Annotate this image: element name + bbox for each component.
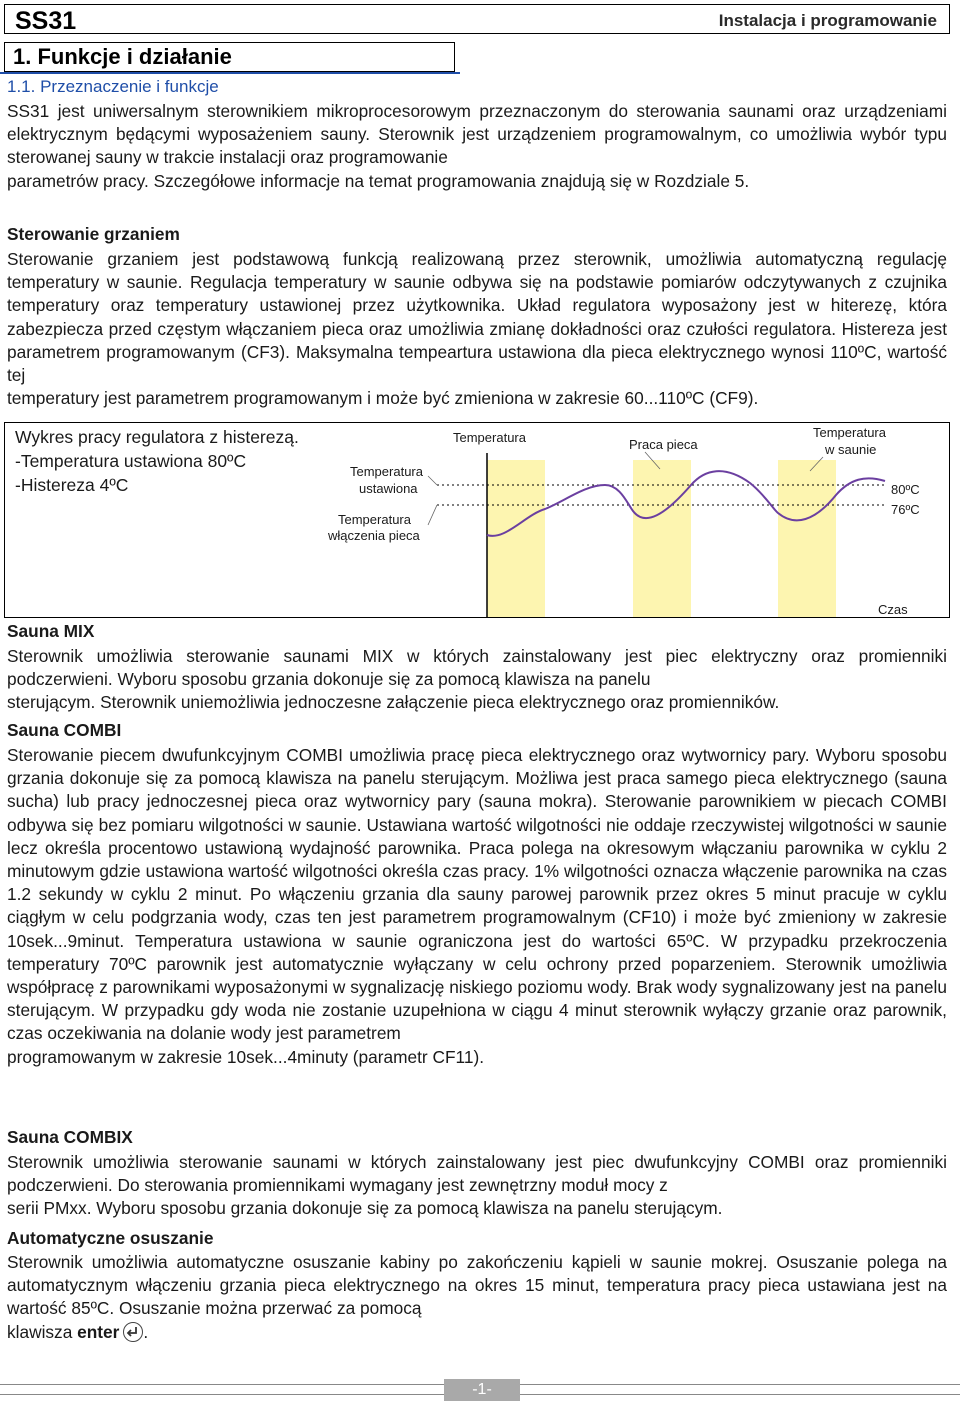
section-title: Instalacja i programowanie	[718, 11, 937, 30]
enter-key-name: enter	[77, 1321, 120, 1342]
header-bar	[4, 4, 950, 34]
on-temp-label-1: Temperatura	[338, 512, 411, 527]
diagram-caption: Wykres pracy regulatora z histerezą. -Temperatura ustawiona 80ºC -Histereza 4ºC	[15, 427, 299, 495]
y-axis-label: Temperatura	[453, 430, 526, 445]
heater-bar-1	[487, 460, 545, 617]
chapter-box	[4, 42, 455, 72]
diagram-svg	[5, 423, 949, 617]
combix-paragraph: Sterownik umożliwia sterowanie saunami w których zainstalowany jest piec dwufunkcyjny COMBI oraz promienniki podczerwieni. Do sterowania promiennikami wymagany jest zewnętrzny moduł mocy z serii PMxx. Wyboru sposobu grzania dokonuje się za pomocą klawisza na panelu sterującym.	[7, 1152, 947, 1219]
heater-bar-2	[633, 460, 691, 617]
drying-heading: Automatyczne osuszanie	[7, 1228, 214, 1248]
pointer-on	[428, 505, 437, 525]
combi-heading: Sauna COMBI	[7, 720, 122, 740]
on-temp-label-2: włączenia pieca	[328, 528, 420, 543]
pointer-set	[428, 476, 437, 485]
heater-label: Praca pieca	[629, 437, 698, 452]
heating-paragraph: Sterowanie grzaniem jest podstawową funkcją realizowaną przez sterownik, umożliwia automatyczną regulację temperatury w saunie. Regulacja temperatury w saunie odbywa się na podstawie pomiarów odczytywanych z czujnika temperatury oraz temperatury ustawionej przez użytkownika. Układ regulatora wyposażony jest w hiterezę, która zabezpiecza przed częstym włączaniem pieca oraz umożliwia zmianę dokładności oraz czułości regulatora. Histereza jest parametrem programowanym (CF3). Maksymalna tempeartura ustawiona dla pieca elektrycznego wynosi 110ºC, wartość tej temperatury jest parametrem programowanym i może być zmieniona w zakresie 60...110ºC (CF9).	[7, 249, 948, 409]
value-high: 80ºC	[891, 482, 920, 497]
hysteresis-diagram	[4, 422, 950, 618]
sauna-temp-label-1: Temperatura	[813, 425, 886, 440]
chapter-title: 1. Funkcje i działanie	[13, 44, 232, 69]
intro-paragraph: SS31 jest uniwersalnym sterownikiem mikroprocesorowym przeznaczonym do sterowania saunami oraz urządzeniami elektrycznym będącymi wyposażeniem sauny. Sterownik jest urządzeniem programowalnym, co umożliwia wybór typu sterowanej sauny w trakcie instalacji oraz programowanie parametrów pracy. Szczegółowe informacje na temat programowania znajdują się w Rozdziale 5.	[7, 101, 947, 191]
page-number: -1-	[444, 1379, 520, 1401]
set-temp-label-1: Temperatura	[350, 464, 423, 479]
value-low: 76ºC	[891, 502, 920, 517]
mix-heading: Sauna MIX	[7, 621, 95, 641]
sauna-temp-label-2: w saunie	[825, 442, 877, 457]
combi-paragraph: Sterowanie piecem dwufunkcyjnym COMBI umożliwia pracę pieca elektrycznego oraz wytwornicy pary. Wyboru sposobu grzania dokonuje się za pomocą klawisza na panelu sterującym. Możliwa jest praca samego pieca elektrycznego (sauna sucha) lub pracy jednoczesnej pieca oraz wytwornicy pary (sauna mokra). Sterowanie parownikiem w piecach COMBI odbywa się bez pomiaru wilgotności w saunie. Ustawiana wartość wilgotności nie oddaje rzeczywistej wilgotności w saunie lecz określa procentowo ustawioną wydajność parownika. Praca polega na okresowym włączaniu parownika w cyklu 2 minutowym gdzie ustawiona wartość wilgotności określa czas pracy. 1% wilgotności oznacza włączenie parownika na czas 1.2 sekundy w cyklu 2 minut. Po włączeniu grzania dla sauny parowej parownik przez okres 5 minut pracuje w cyklu ciągłym w celu podgrzania wody, czas ten jest parametrem programowalnym (CF10) i może być zmieniony w zakresie 10sek...9minut. Temperatura ustawiona w saunie ograniczona jest do wartości 65ºC. W przypadku przekroczenia temperatury 70ºC parownik jest automatycznie wyłączany w celu ochrony przed poparzeniem. Sterownik umożliwia współpracę z parownikami wyposażonymi w sygnalizację niskiego poziomu wody. Brak wody sygnalizowany jest na panelu sterującym. W przypadku gdy woda nie zostanie uzupełniona w ciągu 4 minut sterownik wyłączy grzanie oraz parownik, czas oczekiwania na dolanie wody jest parametrem programowanym w zakresie 10sek...4minuty (parametr CF11).	[7, 745, 948, 1067]
subsection-title: 1.1. Przeznaczenie i funkcje	[7, 77, 219, 96]
x-axis-label: Czas	[878, 602, 908, 617]
enter-key-icon	[123, 1322, 143, 1342]
heater-bar-3	[778, 460, 836, 617]
section-rule	[0, 72, 460, 74]
model-title: SS31	[15, 7, 77, 35]
drying-paragraph: Sterownik umożliwia automatyczne osuszanie kabiny po zakończeniu kąpieli w saunie mokrej. Osuszanie polega na automatycznym włączeniu grzania pieca elektrycznego na okres 15 minut, temperatura pracy pieca ustawiana jest na wartość 85ºC. Osuszanie można przerwać za pomocą klawisza enter .	[7, 1252, 947, 1342]
combix-heading: Sauna COMBIX	[7, 1127, 133, 1147]
heating-heading: Sterowanie grzaniem	[7, 224, 180, 244]
mix-paragraph: Sterownik umożliwia sterowanie saunami MIX w których zainstalowany jest piec elektryczny oraz promienniki podczerwieni. Wyboru sposobu grzania dokonuje się za pomocą klawisza na panelu sterującym. Sterownik uniemożliwia jednoczesne załączenie pieca elektrycznego oraz promienników.	[7, 646, 947, 713]
set-temp-label-2: ustawiona	[359, 481, 418, 496]
